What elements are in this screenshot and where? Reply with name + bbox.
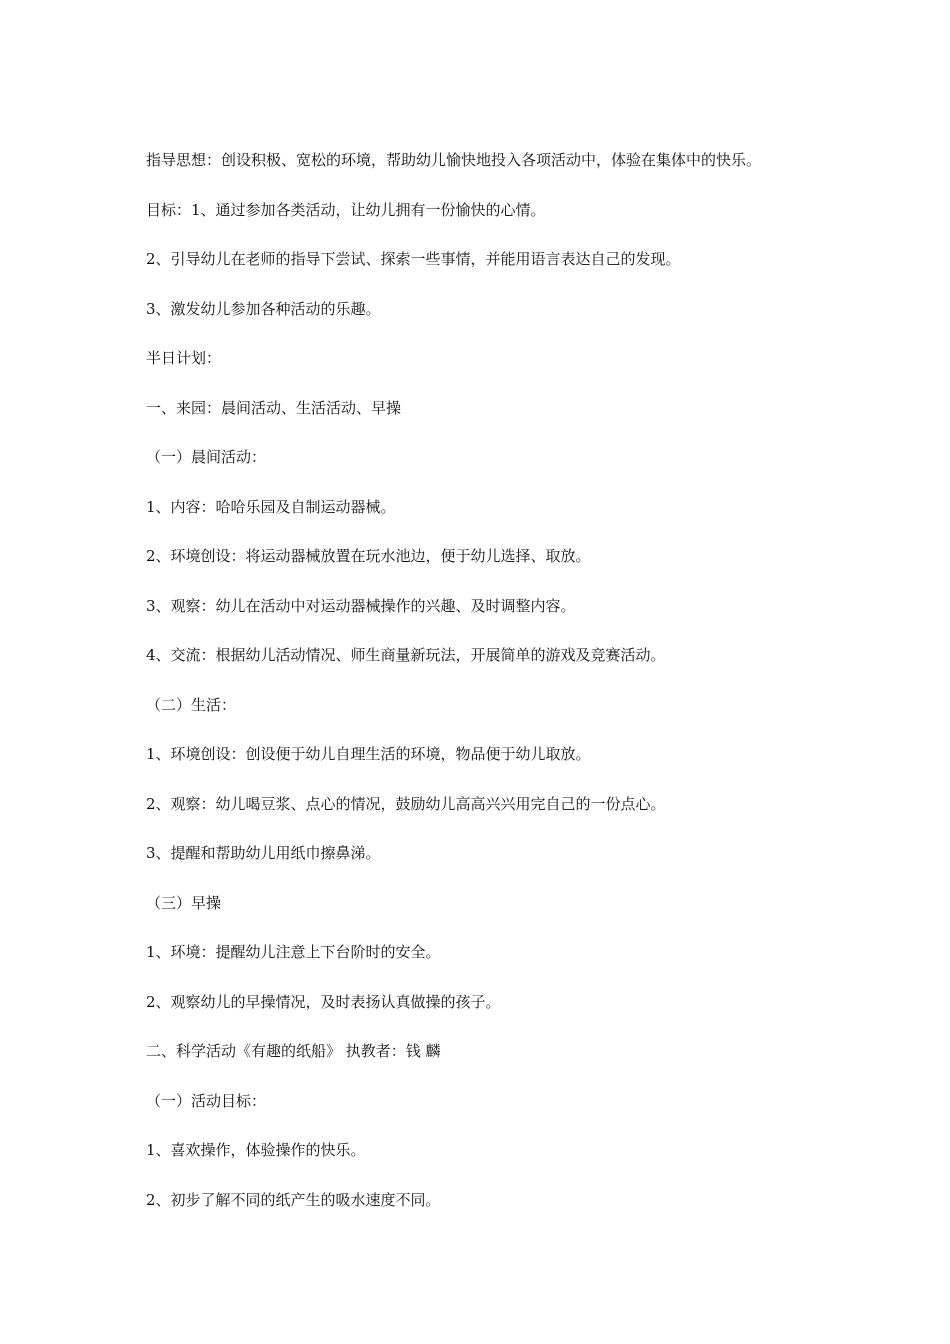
goal-line-2: 2、引导幼儿在老师的指导下尝试、探索一些事情，并能用语言表达自己的发现。	[146, 250, 681, 268]
morning-activity-item-1: 1、内容：哈哈乐园及自制运动器械。	[146, 497, 396, 516]
morning-exercise-item-2: 2、观察幼儿的早操情况，及时表扬认真做操的孩子。	[146, 992, 501, 1011]
morning-activity-item-2: 2、环境创设：将运动器械放置在玩水池边，便于幼儿选择、取放。	[146, 547, 591, 565]
document-body	[146, 148, 866, 1237]
life-item-1: 1、环境创设：创设便于幼儿自理生活的环境，物品便于幼儿取放。	[146, 745, 591, 763]
subsection-morning-exercise-heading: （三）早操	[146, 893, 222, 912]
section-2-heading: 二、科学活动《有趣的纸船》 执教者：钱 麟	[146, 1042, 441, 1060]
subsection-morning-activity-heading: （一）晨间活动：	[146, 448, 267, 466]
subsection-life-heading: （二）生活：	[146, 695, 237, 714]
goal-line-1: 目标：1、通过参加各类活动，让幼儿拥有一份愉快的心情。	[146, 200, 546, 219]
life-item-3: 3、提醒和帮助幼儿用纸巾擦鼻涕。	[146, 844, 381, 862]
life-item-2: 2、观察：幼儿喝豆浆、点心的情况，鼓励幼儿高高兴兴用完自己的一份点心。	[146, 794, 666, 813]
activity-goal-item-1: 1、喜欢操作，体验操作的快乐。	[146, 1141, 366, 1159]
morning-activity-item-3: 3、观察：幼儿在活动中对运动器械操作的兴趣、及时调整内容。	[146, 596, 576, 615]
morning-activity-item-4: 4、交流：根据幼儿活动情况、师生商量新玩法，开展简单的游戏及竞赛活动。	[146, 646, 666, 664]
half-day-plan-heading: 半日计划：	[146, 349, 222, 367]
goal-line-3: 3、激发幼儿参加各种活动的乐趣。	[146, 299, 381, 318]
guiding-thought-line: 指导思想：创设积极、宽松的环境，帮助幼儿愉快地投入各项活动中，体验在集体中的快乐。	[146, 151, 762, 169]
morning-exercise-item-1: 1、环境：提醒幼儿注意上下台阶时的安全。	[146, 943, 441, 961]
section-1-heading: 一、来园：晨间活动、生活活动、早操	[146, 398, 402, 417]
activity-goal-item-2: 2、初步了解不同的纸产生的吸水速度不同。	[146, 1190, 441, 1209]
subsection-activity-goals-heading: （一）活动目标：	[146, 1091, 267, 1110]
